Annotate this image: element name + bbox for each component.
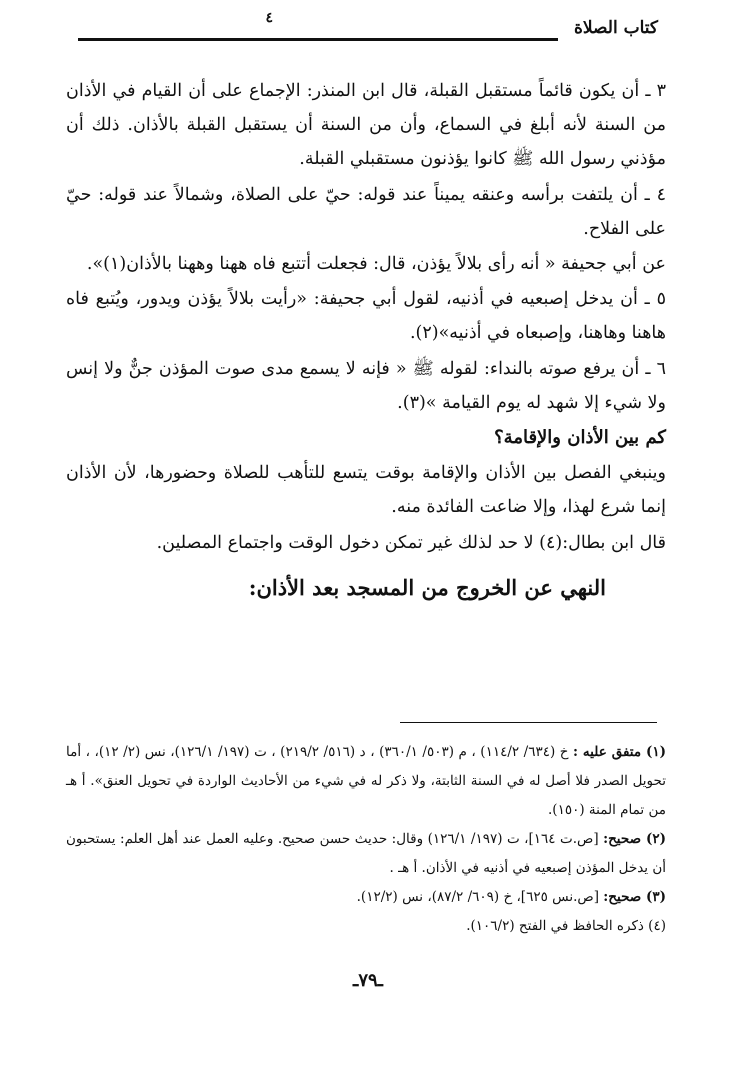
paragraph-6: ٦ ـ أن يرفع صوته بالنداء: لقوله ﷺ « فإنه لا يسمع مدى صوت المؤذن جنٌّ ولا إنس ولا شيء إلا شهد له يوم القيامة »(٣). [66,358,666,413]
header-rule [78,38,558,41]
footnote-3-label: (٣) صحيح: [603,889,666,905]
section-subheading: كم بين الأذان والإقامة؟ [494,427,666,449]
paragraph-hadith-abu-juhayfa: عن أبي جحيفة « أنه رأى بلالاً يؤذن، قال: فجعلت أتتبع فاه ههنا وههنا بالأذان(١)». [86,254,666,275]
footnote-2-label: (٢) صحيح: [603,831,666,847]
running-title: كتاب الصلاة [573,18,658,38]
footnote-1-text: خ (٦٣٤/ ١١٤/٢) ، م (٥٠٣/ ٣٦٠/١) ، د (٥١٦/ ٢١٩/٢) ، ت (١٩٧/ ١٢٦/١)، نس (٢/ ١٢)، ، أما تحويل الصدر فلا أصل له في السنة الثابتة، ولا ذكر له في شيء من الأحاديث الواردة في تحويل العنق». أ هـ من تمام المنة (١٥٠). [66,744,666,818]
footnote-rule [400,722,657,723]
footnote-3-text: [ص.نس ٦٢٥]، خ (٦٠٩/ ٨٧/٢)، نس (١٢/٢). [356,889,599,905]
paragraph-3: ٣ ـ أن يكون قائماً مستقبل القبلة، قال ابن المنذر: الإجماع على أن القيام في الأذان من السنة لأنه أبلغ في السماع، وأن من السنة أن يستقبل القبلة بالأذان. ذلك أن مؤذني رسول الله ﷺ كانوا يؤذنون مستقبلي القبلة. [66,81,666,170]
header-mark: ٤ [265,10,273,26]
main-text [66,74,666,615]
footnote-2-text: [ص.ت ١٦٤]، ت (١٩٧/ ١٢٦/١) وقال: حديث حسن صحيح. وعليه العمل عند أهل العلم: يستحبون أن يدخل المؤذن إصبعيه في أذنيه في الأذان. أ هـ . [66,831,666,876]
footnote-3 [66,883,666,912]
footnote-1-label: (١) متفق عليه : [573,744,667,760]
footnote-4: (٤) ذكره الحافظ في الفتح (١٠٦/٢). [466,918,666,934]
paragraph-5: ٥ ـ أن يدخل إصبعيه في أذنيه، لقول أبي جحيفة: «رأيت بلالاً يؤذن ويدور، ويُتبع فاه هاهنا وهاهنا، وإصبعاه في أذنيه»(٢). [66,289,666,344]
paragraph-4: ٤ ـ أن يلتفت برأسه وعنقه يميناً عند قوله: حيّ على الصلاة، وشمالاً عند قوله: حيّ على الفلاح. [66,184,666,239]
section-heading: النهي عن الخروج من المسجد بعد الأذان: [248,574,606,600]
paragraph-ibn-battal: قال ابن بطال:(٤) لا حد لذلك غير تمكن دخول الوقت واجتماع المصلين. [156,532,666,553]
footnotes [66,738,666,941]
paragraph-interval: وينبغي الفصل بين الأذان والإقامة بوقت يتسع للتأهب للصلاة وحضورها، لأن الأذان إنما شرع لهذا، وإلا ضاعت الفائدة منه. [66,463,666,518]
footnote-2 [66,825,666,883]
page-number: ـ٧٩ـ [353,970,383,991]
footnote-1 [66,738,666,825]
page-header [78,10,658,54]
